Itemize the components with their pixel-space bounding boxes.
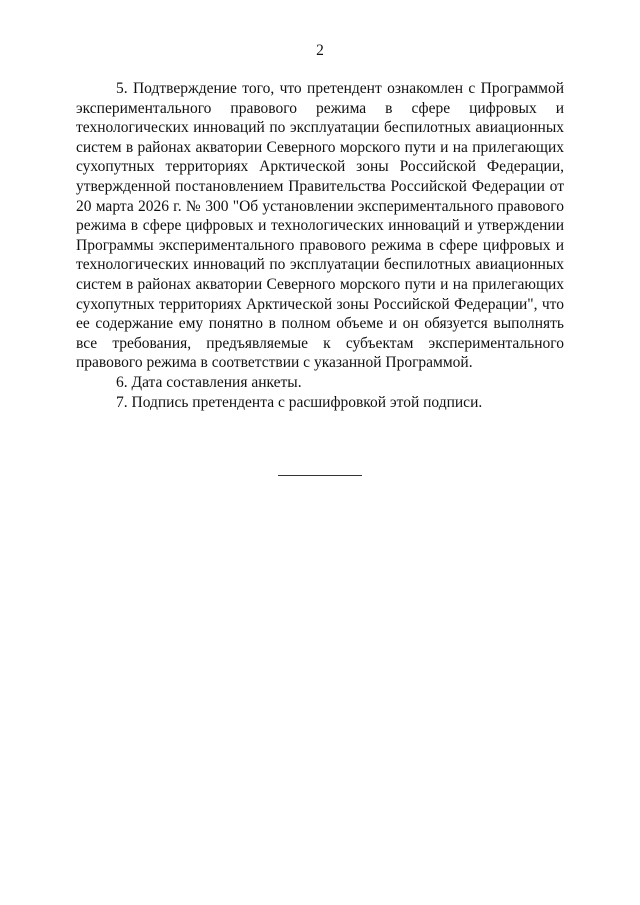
document-body [76,79,564,412]
page-number: 2 [316,42,324,59]
paragraph-item-7: 7. Подпись претендента с расшифровкой этой подписи. [116,393,483,411]
end-of-document-line [278,475,362,476]
paragraph-item-5: 5. Подтверждение того, что претендент ознакомлен с Программой экспериментального правового режима в сфере цифровых и технологических инноваций по эксплуатации беспилотных авиационных систем в районах акватории Северного морского пути и на прилегающих сухопутных территориях Арктической зоны Российской Федерации, утвержденной постановлением Правительства Российской Федерации от 20 марта 2026 г. № 300 "Об установлении экспериментального правового режима в сфере цифровых и технологических инноваций и утверждении Программы экспериментального правового режима в сфере цифровых и технологических инноваций по эксплуатации беспилотных авиационных систем в районах акватории Северного морского пути и на прилегающих сухопутных территориях Арктической зоны Российской Федерации", что ее содержание ему понятно в полном объеме и он обязуется выполнять все требования, предъявляемые к субъектам экспериментального правового режима в соответствии с указанной Программой. [76,80,564,372]
paragraph-item-6: 6. Дата составления анкеты. [116,373,302,391]
